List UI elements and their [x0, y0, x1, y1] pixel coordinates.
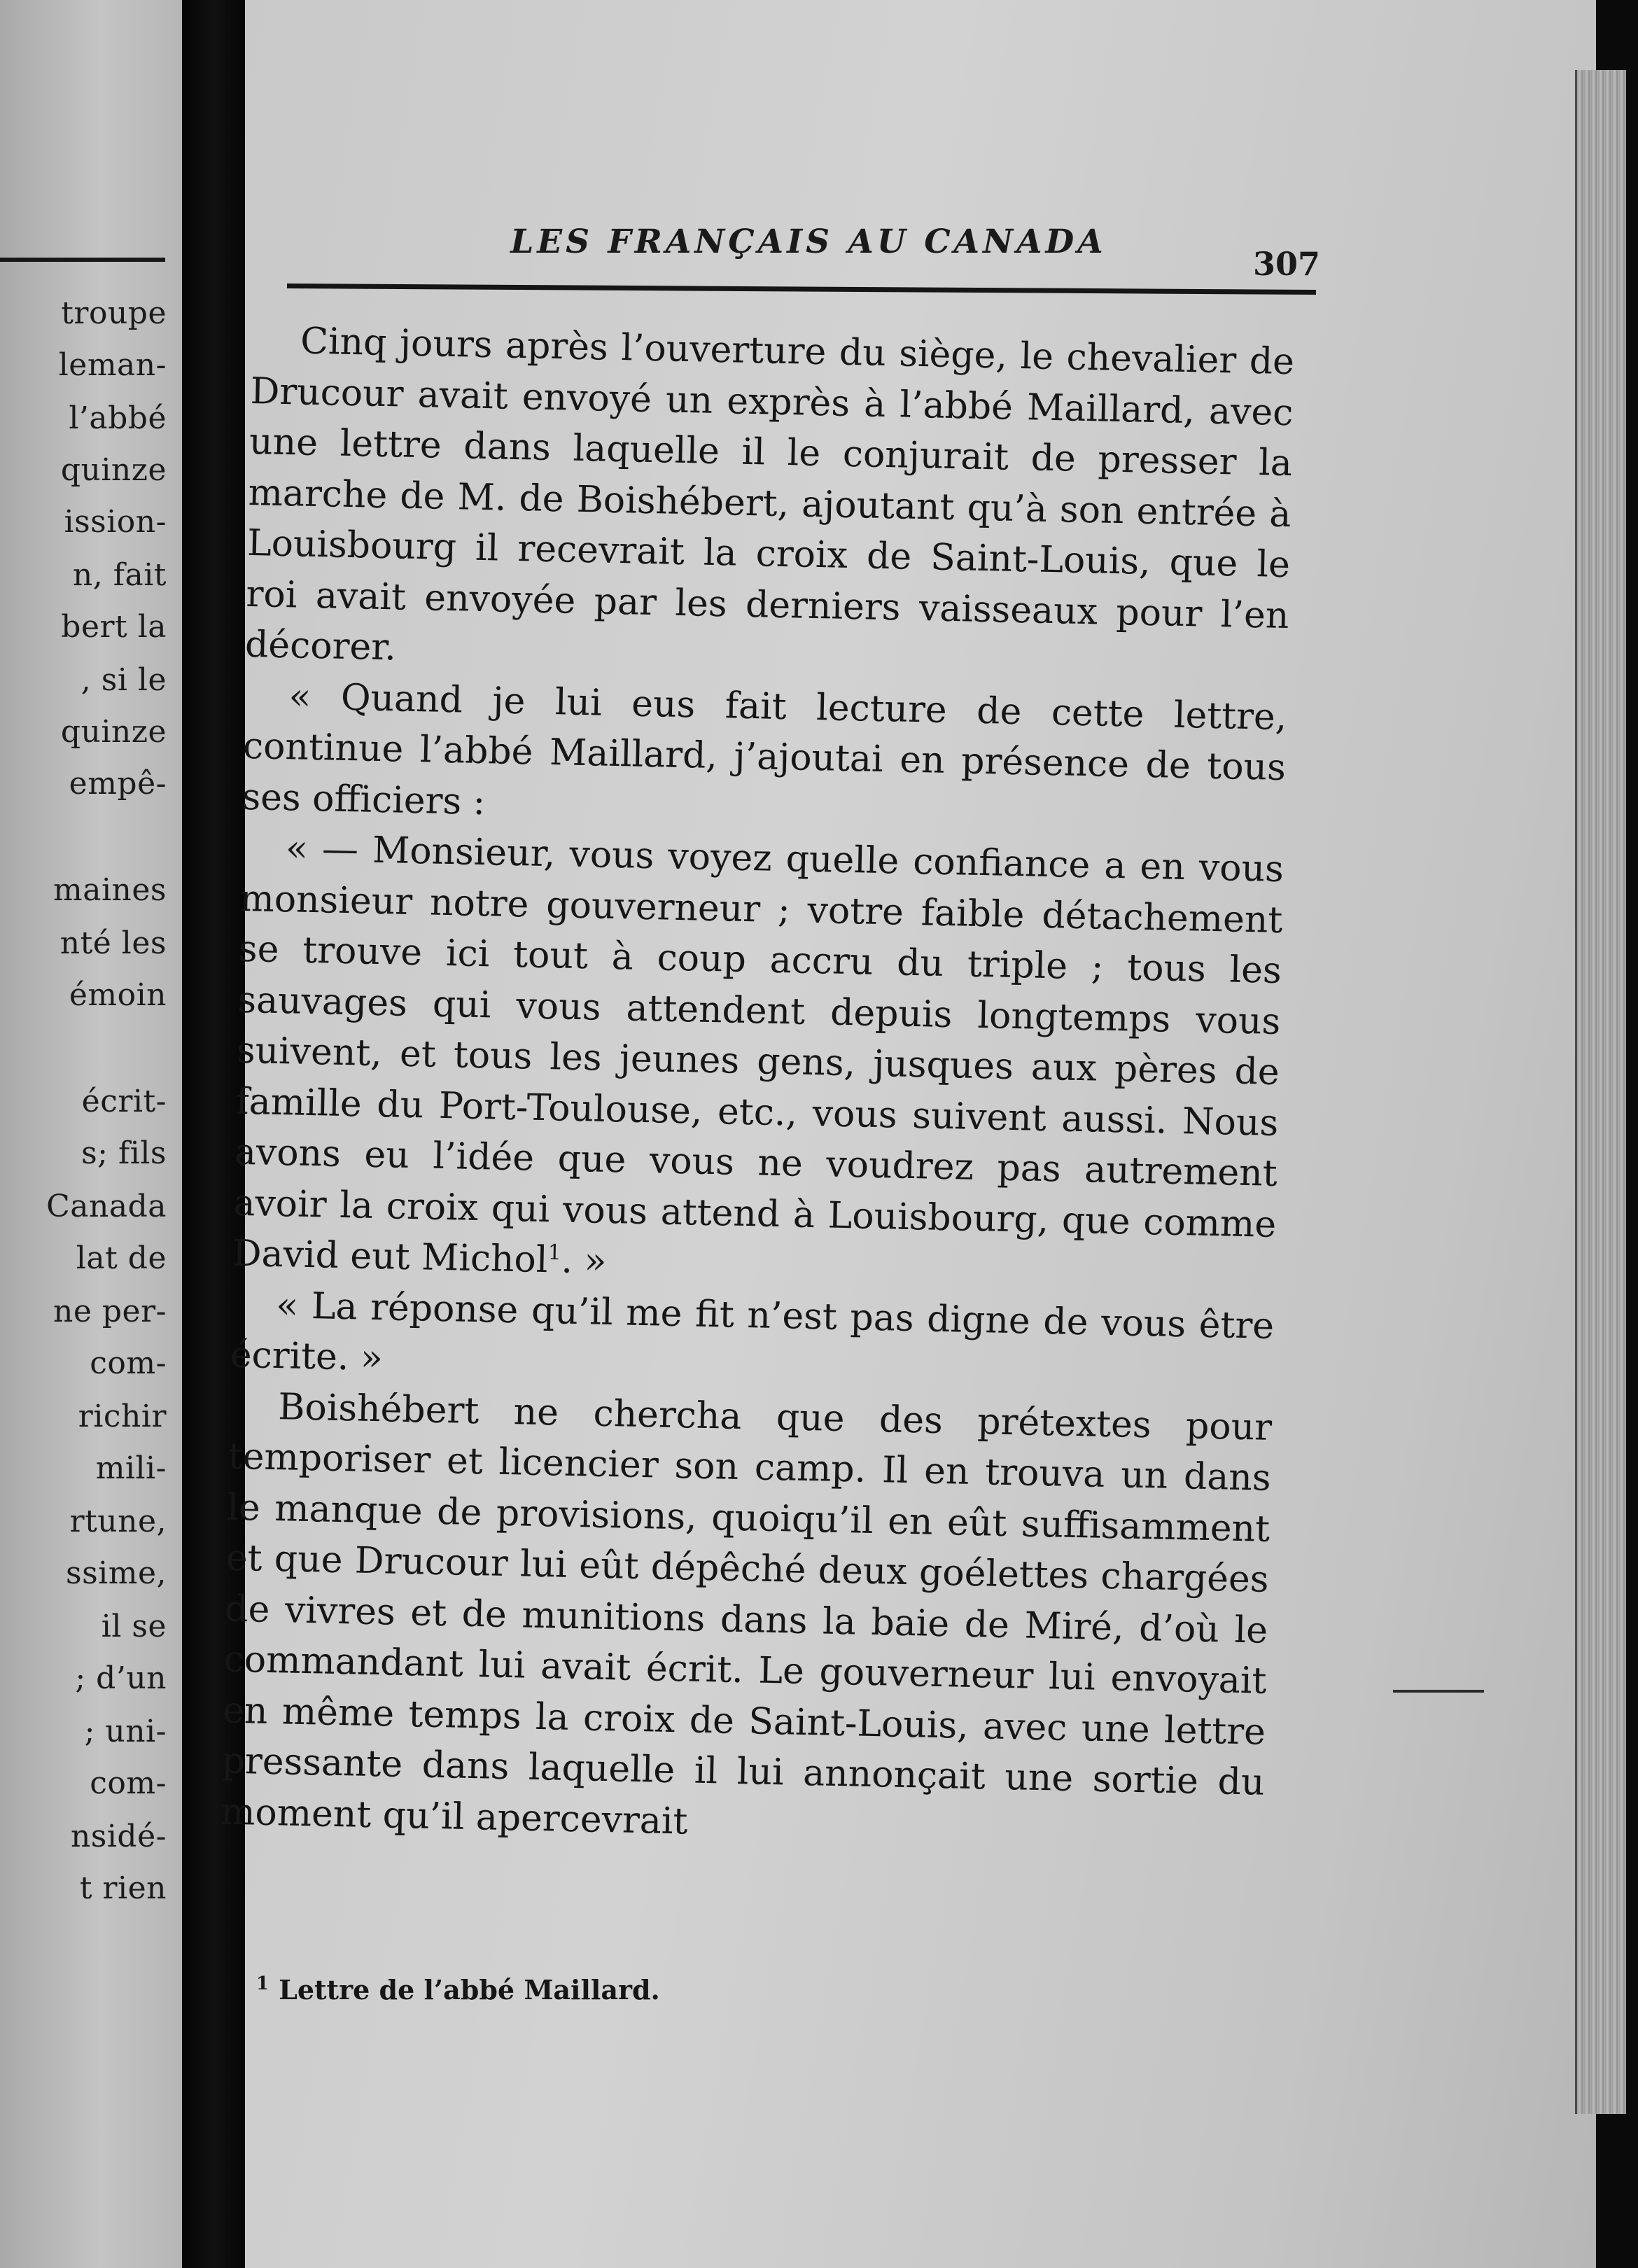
- paragraph-4: « La réponse qu’il me fit n’est pas digne de vous être écrite. »: [230, 1284, 1275, 1380]
- left-page-line: écrit-: [81, 1084, 167, 1119]
- paragraph-1: Cinq jours après l’ouverture du siège, le chevalier de Drucour avait envoyé un exprès à l’abbé Maillard, avec une lettre dans laquelle il le conjurait de presser la marche de M. de Boishébert, ajoutant qu’à son entrée à Louisbourg il recevrait la croix de Saint-Louis, que le roi avait envoyée par les derniers vaisseaux pour l’en décorer.: [244, 320, 1295, 669]
- left-page-line: richir: [78, 1399, 167, 1434]
- left-page-line: bert la: [61, 609, 167, 645]
- footnote-mark: 1: [256, 1973, 270, 1995]
- page-number: 307: [1253, 245, 1321, 283]
- left-page-line: s; fils: [81, 1135, 167, 1171]
- left-page-line: Canada: [46, 1189, 167, 1224]
- left-page-line: l’abbé: [69, 400, 167, 436]
- running-title: LES FRANÇAIS AU CANADA: [510, 223, 1107, 261]
- left-page-line: com-: [90, 1765, 167, 1801]
- margin-mark: [1393, 1690, 1484, 1693]
- left-page-header-rule: [0, 258, 165, 262]
- left-page-line: com-: [90, 1345, 167, 1381]
- left-page-line: leman-: [58, 347, 167, 383]
- left-page-line: troupe: [61, 295, 167, 331]
- footnote-text: Lettre de l’abbé Maillard.: [279, 1974, 660, 2005]
- paragraph-3: [232, 822, 1284, 1301]
- left-facing-page: [0, 0, 182, 2268]
- left-page-line: mili-: [95, 1450, 167, 1486]
- left-page-line: lat de: [76, 1240, 167, 1276]
- left-page-line: nsidé-: [70, 1819, 167, 1854]
- paragraph-2: « Quand je lui eus fait lecture de cette lettre, continue l’abbé Maillard, j’ajoutai en présence de tous ses officiers :: [241, 675, 1287, 823]
- left-page-line: , si le: [80, 662, 167, 698]
- left-page-line: ; uni-: [84, 1714, 167, 1749]
- left-page-line: rtune,: [69, 1504, 167, 1539]
- left-page-line: ssime,: [66, 1555, 167, 1591]
- footnote-reference: 1: [547, 1240, 562, 1266]
- left-page-line: émoin: [69, 977, 167, 1013]
- left-page-line: quinze: [60, 452, 167, 488]
- paragraph-3-closing: . »: [560, 1239, 608, 1282]
- page-body: [220, 315, 1294, 1859]
- left-page-line: ; d’un: [75, 1660, 167, 1696]
- left-page-line: n, fait: [72, 557, 167, 593]
- left-page-line: ne per-: [53, 1294, 167, 1329]
- left-page-line: empê-: [69, 766, 167, 802]
- left-page-line: il se: [101, 1609, 167, 1644]
- left-page-line: quinze: [60, 714, 167, 750]
- left-page-line: t rien: [79, 1870, 167, 1906]
- left-page-line: ission-: [64, 504, 167, 540]
- page-edges: [1575, 70, 1626, 2114]
- paragraph-3-text: « — Monsieur, vous voyez quelle confiance a en vous monsieur notre gouverneur ; votre faible détachement se trouve ici tout à coup accru du triple ; tous les sauvages qui vous attendent depuis longtemps vous suivent, et tous les jeunes gens, jusques aux pères de famille du Port-Toulouse, etc., vous suivent aussi. Nous avons eu l’idée que vous ne voudrez pas autrement avoir la croix qui vous attend à Louisbourg, que comme David eut Michol: [232, 827, 1284, 1282]
- left-page-line: nté les: [59, 925, 167, 961]
- left-page-line: maines: [53, 872, 167, 908]
- paragraph-5: Boishébert ne chercha que des prétextes pour temporiser et licencier son camp. Il en trouva un dans le manque de provisions, quoiqu’il en eût suffisamment et que Drucour lui eût dépêché deux goélettes chargées de vivres et de munitions dans la baie de Miré, d’où le commandant lui avait écrit. Le gouverneur lui envoyait en même temps la croix de Saint-Louis, avec une lettre pressante dans laquelle il lui annonçait une sortie du moment qu’il apercevrait: [220, 1385, 1273, 1842]
- footnote: [256, 1974, 660, 2005]
